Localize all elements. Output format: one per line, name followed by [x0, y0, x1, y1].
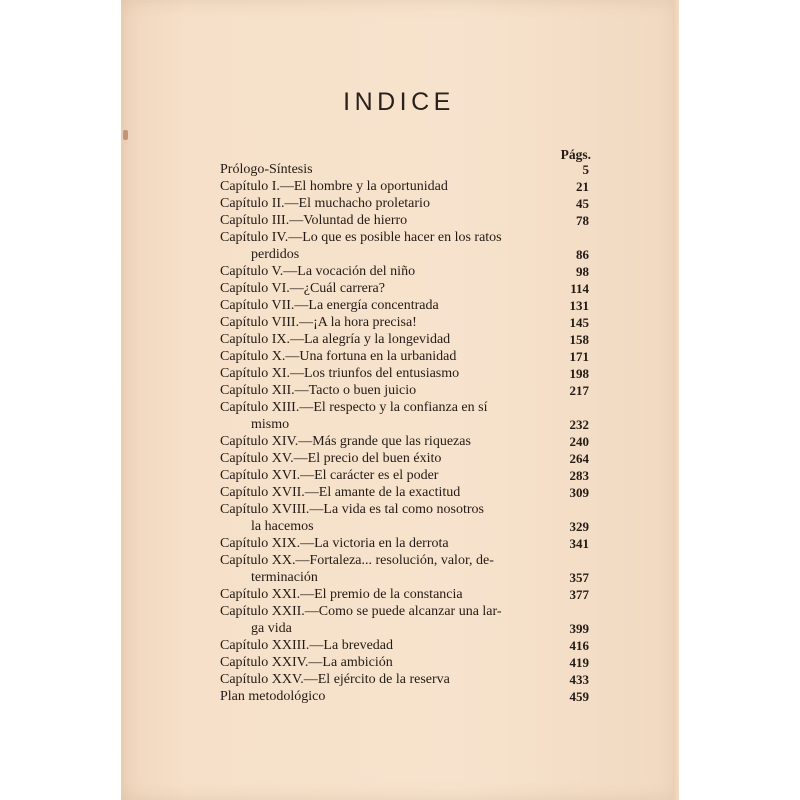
toc-entry: [220, 314, 592, 331]
toc-entry: [220, 212, 592, 229]
toc-entry-title: Capítulo VIII.—¡A la hora precisa!: [220, 315, 417, 330]
toc-entry: [220, 501, 592, 535]
toc-page-number: 433: [569, 672, 589, 687]
toc-page-number: 21: [576, 179, 589, 194]
toc-page-number: 198: [569, 366, 589, 381]
toc-entry: [220, 467, 592, 484]
toc-entry-title: Capítulo I.—El hombre y la oportunidad: [220, 179, 448, 194]
toc-page-number: 341: [569, 536, 589, 551]
page-edge: [673, 0, 679, 800]
toc-page-number: 217: [569, 383, 589, 398]
toc-entry-title: Capítulo III.—Voluntad de hierro: [220, 213, 408, 228]
toc-entry: [220, 535, 592, 552]
toc-entry-title: Capítulo VII.—La energía concentrada: [220, 298, 439, 313]
toc-entry: [220, 399, 592, 433]
toc-page-number: 45: [576, 196, 589, 211]
toc-entry-title: Capítulo XVII.—El amante de la exactitud: [220, 485, 461, 500]
toc-entry-title: Capítulo IV.—Lo que es posible hacer en los ratos: [220, 230, 502, 245]
toc-page-number: 283: [569, 468, 589, 483]
toc-entry-title: Capítulo VI.—¿Cuál carrera?: [220, 281, 385, 296]
toc-page-number: 419: [569, 655, 589, 670]
toc-entry-title: Capítulo XXIV.—La ambición: [220, 655, 393, 670]
toc-entry: [220, 161, 592, 178]
toc-page-number: 399: [569, 621, 589, 636]
toc-entry: [220, 178, 592, 195]
toc-entry-title: Capítulo II.—El muchacho proletario: [220, 196, 430, 211]
toc-entry: [220, 433, 592, 450]
toc-entry-title: Capítulo XXII.—Como se puede alcanzar una lar-: [220, 604, 502, 619]
toc-page-number: 309: [569, 485, 589, 500]
toc-entry-title: Capítulo XXV.—El ejército de la reserva: [220, 672, 450, 687]
toc-entry-title: Capítulo IX.—La alegría y la longevidad: [220, 332, 451, 347]
toc-page-number: 232: [569, 417, 589, 432]
toc-entry: [220, 331, 592, 348]
toc-entry: [220, 671, 592, 688]
toc-page-number: 329: [569, 519, 589, 534]
toc-entry-title: Capítulo XIV.—Más grande que las riquezas: [220, 434, 471, 449]
toc-page-number: 131: [569, 298, 589, 313]
toc-entry: [220, 229, 592, 263]
toc-entry-title: Capítulo XII.—Tacto o buen juicio: [220, 383, 417, 398]
toc-page-number: 145: [569, 315, 589, 330]
toc-entry-title: Capítulo XX.—Fortaleza... resolución, valor, de-: [220, 553, 494, 568]
toc-page-number: 98: [576, 264, 589, 279]
toc-entry-title: Capítulo XV.—El precio del buen éxito: [220, 451, 442, 466]
toc-entry-title: Prólogo-Síntesis: [220, 162, 313, 177]
toc-entry: [220, 586, 592, 603]
toc-entry-title-continued: mismo: [251, 417, 290, 432]
toc-entry: [220, 603, 592, 637]
toc-page-number: 114: [570, 281, 589, 296]
ink-smudge: [123, 130, 128, 140]
toc-page-number: 357: [569, 570, 589, 585]
toc-entry: [220, 263, 592, 280]
toc-entry-title: Capítulo XXIII.—La brevedad: [220, 638, 393, 653]
toc-entry: [220, 688, 592, 705]
toc-page-number: 240: [569, 434, 589, 449]
toc-entry: [220, 654, 592, 671]
toc-entry-title: Plan metodológico: [220, 689, 326, 704]
toc-entry-title: Capítulo XVIII.—La vida es tal como nosotros: [220, 502, 485, 517]
toc-page-number: 78: [576, 213, 589, 228]
toc-page-number: 86: [576, 247, 589, 262]
toc-entry-title: Capítulo XIX.—La victoria en la derrota: [220, 536, 449, 551]
toc-entry: [220, 552, 592, 586]
toc-entry: [220, 348, 592, 365]
toc-entry-title-continued: perdidos: [251, 247, 300, 262]
toc-page-number: 158: [569, 332, 589, 347]
toc-entry-title: Capítulo X.—Una fortuna en la urbanidad: [220, 349, 457, 364]
toc-page-number: 377: [569, 587, 589, 602]
toc-entry: [220, 365, 592, 382]
toc-entry-title-continued: terminación: [251, 570, 318, 585]
toc-page-number: 416: [569, 638, 589, 653]
toc-entry-title: Capítulo XIII.—El respecto y la confianza en sí: [220, 400, 488, 415]
toc-entry-title: Capítulo V.—La vocación del niño: [220, 264, 416, 279]
toc-entry: [220, 382, 592, 399]
toc-entry: [220, 280, 592, 297]
toc-page-number: 459: [569, 689, 589, 704]
toc-entry-title: Capítulo XVI.—El carácter es el poder: [220, 468, 439, 483]
toc-entry: [220, 637, 592, 654]
toc-entry: [220, 484, 592, 501]
toc-entry-title-continued: la hacemos: [251, 519, 314, 534]
toc-entry: [220, 450, 592, 467]
pages-column-header: Págs.: [560, 147, 591, 162]
table-of-contents: [220, 161, 592, 705]
toc-page-number: 264: [569, 451, 589, 466]
toc-entry-title: Capítulo XXI.—El premio de la constancia: [220, 587, 463, 602]
toc-entry-title-continued: ga vida: [251, 621, 292, 636]
toc-entry-title: Capítulo XI.—Los triunfos del entusiasmo: [220, 366, 460, 381]
toc-page-number: 171: [569, 349, 589, 364]
toc-page-number: 5: [582, 162, 589, 177]
toc-entry: [220, 297, 592, 314]
page-title: INDICE: [343, 88, 455, 116]
toc-entry: [220, 195, 592, 212]
